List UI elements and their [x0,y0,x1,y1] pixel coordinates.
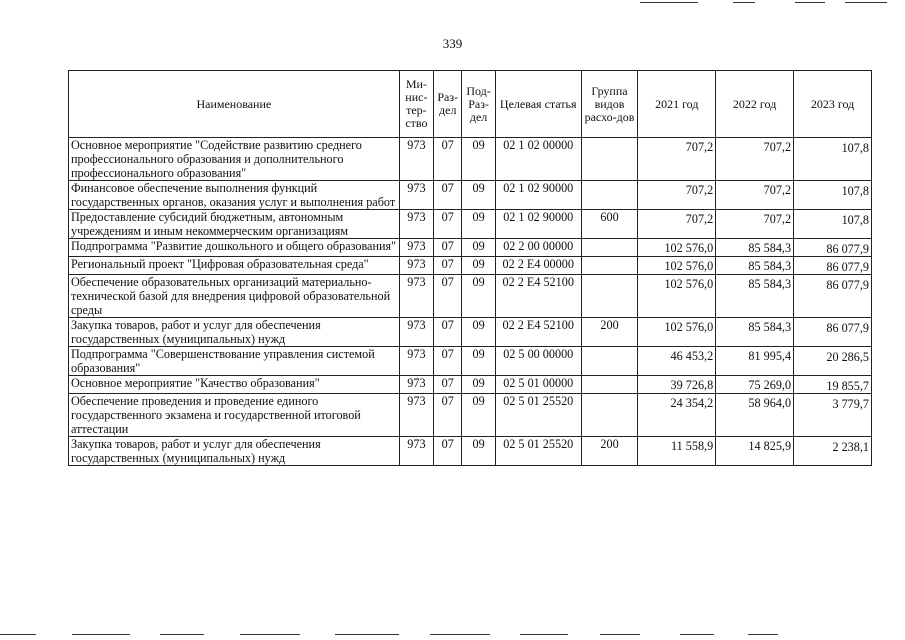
row-subsection: 09 [462,210,495,239]
row-section: 07 [434,239,462,257]
row-value-2022-text: 707,2 [763,183,792,197]
row-section: 07 [434,210,462,239]
row-target: 02 5 01 25520 [495,394,581,437]
scan-edge-line [845,2,887,3]
row-value-2023 [794,239,872,257]
row-value-2022 [716,275,794,318]
row-expense-group [581,275,638,318]
table-row [69,394,872,437]
row-subsection: 09 [462,138,495,181]
row-section: 07 [434,257,462,275]
row-value-2022-text: 85 584,3 [748,277,792,291]
row-ministry: 973 [399,394,433,437]
row-value-2021 [638,347,716,376]
table-row [69,138,872,181]
row-value-2023 [794,437,872,466]
row-value-2023-text: 86 077,9 [826,321,869,335]
row-value-2023-text: 86 077,9 [826,242,869,256]
row-value-2021 [638,275,716,318]
row-ministry: 973 [399,257,433,275]
table-row [69,318,872,347]
scan-edge-line [335,634,399,635]
row-value-2022 [716,376,794,394]
row-ministry: 973 [399,275,433,318]
row-ministry: 973 [399,318,433,347]
row-value-2021 [638,376,716,394]
row-name: Региональный проект "Цифровая образовательная среда" [69,257,400,275]
row-value-2023-text: 107,8 [841,213,869,227]
row-expense-group [581,347,638,376]
row-expense-group: 600 [581,210,638,239]
row-value-2022-text: 58 964,0 [748,396,792,410]
row-expense-group [581,376,638,394]
row-section: 07 [434,181,462,210]
row-expense-group [581,181,638,210]
row-value-2023-text: 3 779,7 [832,397,869,411]
row-value-2023 [794,210,872,239]
row-subsection: 09 [462,239,495,257]
col-header-subsection: Под-Раз-дел [462,71,495,138]
row-target: 02 2 E4 52100 [495,275,581,318]
row-value-2023 [794,275,872,318]
row-value-2023 [794,376,872,394]
row-target: 02 1 02 90000 [495,181,581,210]
row-expense-group: 200 [581,318,638,347]
row-section: 07 [434,318,462,347]
scan-edge-line [748,634,778,635]
row-value-2023-text: 19 855,7 [826,379,869,393]
row-subsection: 09 [462,376,495,394]
row-value-2022 [716,394,794,437]
col-header-2023: 2023 год [794,71,872,138]
col-header-expense-group: Группа видов расхо-дов [581,71,638,138]
row-subsection: 09 [462,394,495,437]
row-value-2021-text: 707,2 [685,140,714,154]
row-value-2022-text: 85 584,3 [748,320,792,334]
row-name: Основное мероприятие "Содействие развитию среднего профессионального образования и дополнительного профессионального образования" [69,138,400,181]
row-expense-group [581,138,638,181]
row-value-2021-text: 46 453,2 [670,349,714,363]
scan-edge-line [430,634,490,635]
row-target: 02 2 00 00000 [495,239,581,257]
row-value-2022-text: 75 269,0 [748,378,792,392]
table-row [69,257,872,275]
row-subsection: 09 [462,347,495,376]
row-expense-group [581,257,638,275]
row-name: Основное мероприятие "Качество образования" [69,376,400,394]
row-target: 02 2 E4 00000 [495,257,581,275]
row-name: Обеспечение образовательных организаций материально-технической базой для внедрения цифровой образовательной среды [69,275,400,318]
col-header-2021: 2021 год [638,71,716,138]
row-value-2021-text: 102 576,0 [664,259,714,273]
row-value-2021-text: 39 726,8 [670,378,714,392]
row-value-2022 [716,138,794,181]
row-value-2023 [794,138,872,181]
row-subsection: 09 [462,318,495,347]
col-header-name: Наименование [69,71,400,138]
row-subsection: 09 [462,437,495,466]
row-section: 07 [434,376,462,394]
row-ministry: 973 [399,347,433,376]
row-value-2021-text: 707,2 [685,183,714,197]
row-section: 07 [434,394,462,437]
row-value-2021 [638,318,716,347]
row-name: Подпрограмма "Совершенствование управления системой образования" [69,347,400,376]
scan-edge-line [160,634,204,635]
row-ministry: 973 [399,437,433,466]
row-name: Финансовое обеспечение выполнения функций государственных органов, оказания услуг и выполнения работ [69,181,400,210]
row-value-2023 [794,347,872,376]
row-value-2022 [716,210,794,239]
row-name: Обеспечение проведения и проведение единого государственного экзамена и государственной итоговой аттестации [69,394,400,437]
row-section: 07 [434,138,462,181]
row-value-2021 [638,138,716,181]
row-value-2022-text: 81 995,4 [748,349,792,363]
row-value-2021 [638,239,716,257]
row-target: 02 2 E4 52100 [495,318,581,347]
row-value-2023-text: 86 077,9 [826,260,869,274]
row-ministry: 973 [399,138,433,181]
row-value-2023-text: 107,8 [841,184,869,198]
table-row [69,239,872,257]
row-section: 07 [434,437,462,466]
scan-edge-line [795,2,825,3]
scan-edge-line [600,634,640,635]
row-value-2022 [716,257,794,275]
page-number: 339 [442,36,463,51]
table-row [69,376,872,394]
col-header-target: Целевая статья [495,71,581,138]
row-section: 07 [434,347,462,376]
scan-edge-line [680,634,714,635]
row-value-2021-text: 707,2 [685,212,714,226]
row-value-2023-text: 2 238,1 [832,440,869,454]
row-subsection: 09 [462,275,495,318]
row-target: 02 5 01 00000 [495,376,581,394]
row-name: Закупка товаров, работ и услуг для обеспечения государственных (муниципальных) нужд [69,437,400,466]
row-ministry: 973 [399,376,433,394]
row-ministry: 973 [399,181,433,210]
row-ministry: 973 [399,239,433,257]
row-value-2022-text: 707,2 [763,212,792,226]
row-value-2022 [716,347,794,376]
row-value-2021 [638,210,716,239]
scan-edge-line [640,2,698,3]
row-value-2021-text: 102 576,0 [664,277,714,291]
row-target: 02 1 02 00000 [495,138,581,181]
row-value-2022-text: 85 584,3 [748,241,792,255]
row-value-2023-text: 20 286,5 [826,350,869,364]
row-expense-group: 200 [581,437,638,466]
row-value-2022-text: 707,2 [763,140,792,154]
col-header-section: Раз-дел [434,71,462,138]
table-row [69,437,872,466]
row-subsection: 09 [462,181,495,210]
row-value-2023-text: 107,8 [841,141,869,155]
row-name: Закупка товаров, работ и услуг для обеспечения государственных (муниципальных) нужд [69,318,400,347]
row-value-2023-text: 86 077,9 [826,278,869,292]
scan-edge-line [240,634,300,635]
row-value-2022 [716,181,794,210]
row-value-2022 [716,318,794,347]
row-value-2023 [794,257,872,275]
col-header-ministry: Ми-нис-тер-ство [399,71,433,138]
row-name: Подпрограмма "Развитие дошкольного и общего образования" [69,239,400,257]
scan-edge-line [733,2,755,3]
row-value-2021 [638,181,716,210]
row-value-2022-text: 85 584,3 [748,259,792,273]
row-target: 02 1 02 90000 [495,210,581,239]
scan-edge-line [520,634,568,635]
row-value-2021-text: 102 576,0 [664,241,714,255]
row-section: 07 [434,275,462,318]
col-header-2022: 2022 год [716,71,794,138]
row-ministry: 973 [399,210,433,239]
scan-edge-line [0,634,36,635]
table-row [69,181,872,210]
row-value-2021-text: 11 558,9 [670,439,714,453]
table-row [69,275,872,318]
row-subsection: 09 [462,257,495,275]
row-value-2021 [638,437,716,466]
row-value-2021 [638,257,716,275]
row-value-2022 [716,437,794,466]
row-value-2023 [794,318,872,347]
row-value-2023 [794,394,872,437]
table-header [69,71,872,138]
row-value-2021-text: 24 354,2 [670,396,714,410]
row-expense-group [581,394,638,437]
row-target: 02 5 01 25520 [495,437,581,466]
scan-edge-line [72,634,130,635]
row-value-2021-text: 102 576,0 [664,320,714,334]
budget-table [68,70,872,466]
table-row [69,347,872,376]
table-body [69,138,872,466]
row-expense-group [581,239,638,257]
row-value-2021 [638,394,716,437]
row-name: Предоставление субсидий бюджетным, автономным учреждениям и иным некоммерческим организациям [69,210,400,239]
table-row [69,210,872,239]
row-value-2022 [716,239,794,257]
row-target: 02 5 00 00000 [495,347,581,376]
row-value-2023 [794,181,872,210]
row-value-2022-text: 14 825,9 [748,439,792,453]
